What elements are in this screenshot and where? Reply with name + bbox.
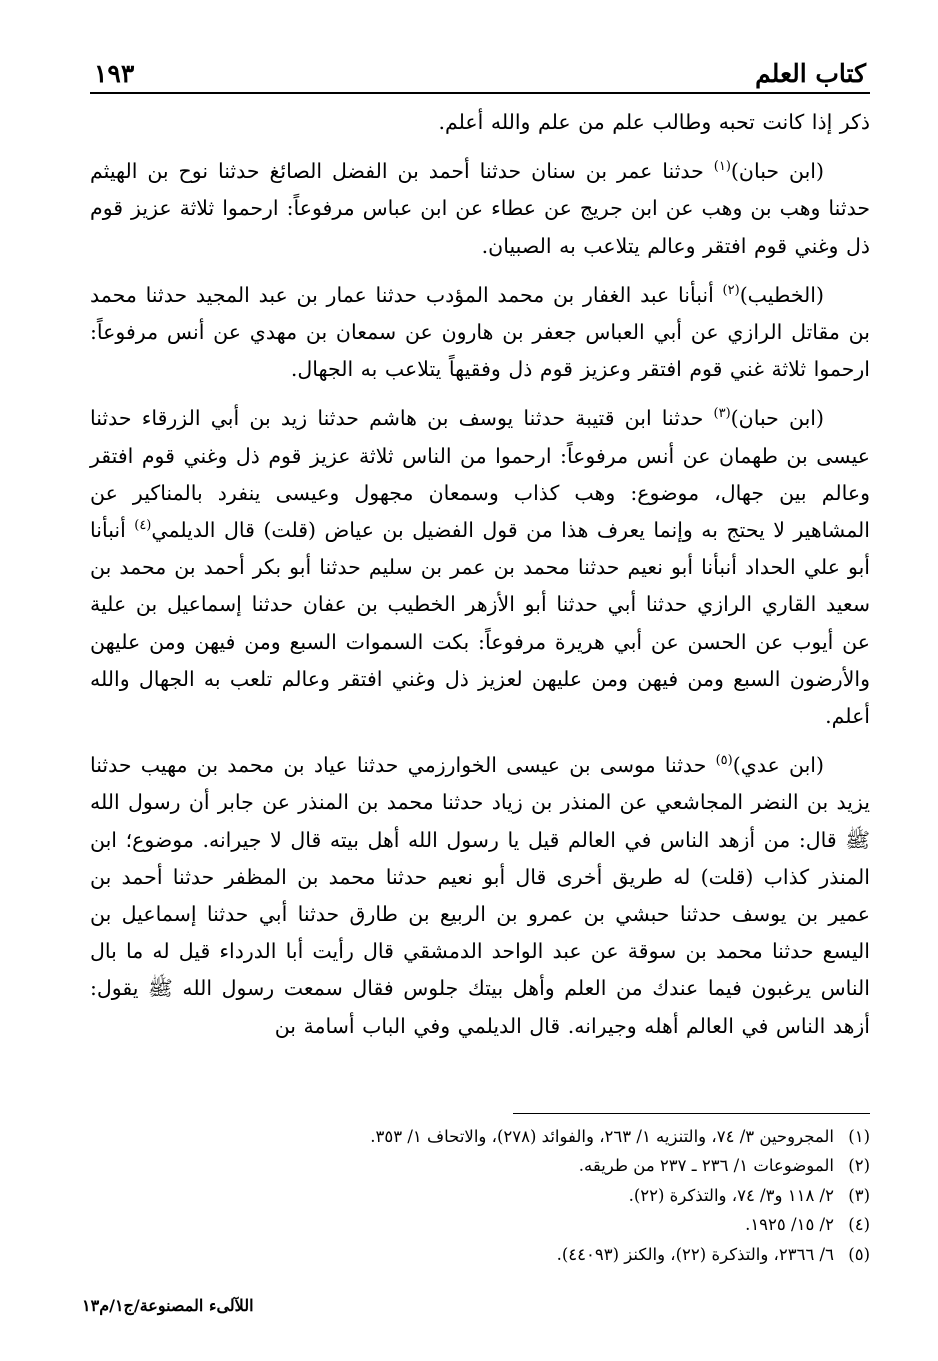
- footnote-text: ٢/ ١١٨ و٣/ ٧٤، والتذكرة (٢٢).: [628, 1185, 834, 1205]
- footnote-ref[interactable]: (٥): [715, 753, 733, 769]
- source-label: (الخطيب): [739, 282, 824, 307]
- main-text: [90, 104, 870, 1045]
- footnote-ref[interactable]: (٤): [134, 518, 152, 534]
- paragraph: [90, 153, 870, 265]
- footnote-ref[interactable]: (٣): [713, 406, 731, 422]
- footnote-number: (٤): [848, 1215, 870, 1235]
- source-label: (ابن عدي): [732, 753, 824, 778]
- footnote-number: (٥): [848, 1244, 870, 1264]
- paragraph-text: حدثنا ابن قتيبة حدثنا يوسف بن هاشم حدثنا زيد بن أبي الزرقاء حدثنا عيسى بن طهمان عن أنس مرفوعاً: ارحموا من الناس ثلاثة عزيز قوم ذل وغني قوم افتقر وعالم بين جهال، موضوع: وهب كذاب وسمعان مجهول وعيسى ينفرد بالمناكير عن المشاهير لا يحتج به وإنما يعرف هذا من قول الفضيل بن عياض (قلت) قال الديلمي: [90, 406, 870, 543]
- footnote: [110, 1210, 870, 1239]
- source-label: (ابن حبان): [730, 406, 824, 431]
- paragraph: [90, 104, 870, 141]
- footnote: [110, 1151, 870, 1180]
- page-number: ١٩٣: [94, 59, 135, 88]
- footnote-text: ٦/ ٢٣٦٦، والتذكرة (٢٢)، والكنز (٤٤٠٩٣).: [556, 1244, 834, 1264]
- paragraph-text: حدثنا عمر بن سنان حدثنا أحمد بن الفضل الصائغ حدثنا نوح بن الهيثم حدثنا وهب بن وهب عن ابن جريج عن عطاء عن ابن عباس مرفوعاً: ارحموا ثلاثة عزيز قوم ذل وغني قوم افتقر وعالم يتلاعب به الصبيان.: [90, 159, 870, 258]
- paragraph-text: أنبأنا أبو علي الحداد أنبأنا أبو نعيم حدثنا محمد بن عمر بن سليم حدثنا أبو بكر أحمد بن محمد بن سعيد القاري الرازي حدثنا أبي حدثنا أبو الأزهر الخطيب بن عفان حدثنا إسماعيل بن علية عن أيوب عن الحسن عن أبي هريرة مرفوعاً: بكت السموات السبع ومن فيهن ومن عليهن والأرضون السبع ومن فيهن ومن عليهن لعزيز ذل وغني افتقر وعالم تلعب به الجهال والله أعلم.: [90, 518, 870, 729]
- paragraph: [90, 747, 870, 1045]
- footnote-text: ٢/ ١٥/ ١٩٢٥.: [745, 1215, 834, 1235]
- footnote-ref[interactable]: (١): [713, 159, 731, 175]
- paragraph-text: ذكر إذا كانت تحبه وطالب علم من علم والله أعلم.: [438, 110, 870, 134]
- footnote-text: المجروحين ٣/ ٧٤، والتنزيه ١/ ٢٦٣، والفوائد (٢٧٨)، والاتحاف ١/ ٣٥٣.: [370, 1127, 834, 1146]
- printer-signature: اللآلىء المصنوعة/ج١/م١٣: [82, 1296, 254, 1315]
- footnote-ref[interactable]: (٢): [722, 282, 740, 298]
- footnotes: [110, 1122, 870, 1269]
- paragraph: [90, 400, 870, 735]
- footnote-divider: [513, 1113, 870, 1114]
- footnote-number: (٢): [848, 1156, 870, 1176]
- footnote: [110, 1122, 870, 1151]
- paragraph-text: حدثنا موسى بن عيسى الخوارزمي حدثنا عياد بن محمد بن مهيب حدثنا يزيد بن النضر المجاشعي عن المنذر بن زياد حدثنا محمد بن المنذر عن جابر أن رسول الله ﷺ قال: من أزهد الناس في العالم قيل يا رسول الله أهل بيته قال لا جيرانه. موضوع؛ ابن المنذر كذاب (قلت) له طريق أخرى قال أبو نعيم حدثنا محمد بن المظفر حدثنا أحمد بن عمير بن يوسف حدثنا حبشي بن عمرو بن الربيع بن طارق حدثنا أبي حدثنا إسماعيل بن اليسع حدثنا محمد بن سوقة عن عبد الواحد الدمشقي قال رأيت أبا الدرداء قيل له ما بال الناس يرغبون فيما عندك من العلم وأهل بيتك جلوس فقال سمعت رسول الله ﷺ يقول: أزهد الناس في العالم أهله وجيرانه. قال الديلمي وفي الباب أسامة بن: [90, 753, 870, 1038]
- source-label: (ابن حبان): [730, 159, 824, 184]
- paragraph-text: أنبأنا عبد الغفار بن محمد المؤدب حدثنا عمار بن عبد المجيد حدثنا محمد بن مقاتل الرازي عن أبي العباس جعفر بن هارون عن سمعان بن مهدي عن أنس مرفوعاً: ارحموا ثلاثة غني قوم افتقر وعزيز قوم ذل وفقيهاً يتلاعب به الجهال.: [90, 282, 870, 382]
- running-header: [90, 52, 870, 94]
- footnote: [110, 1181, 870, 1210]
- footnote-number: (٣): [848, 1185, 870, 1205]
- footnote: [110, 1240, 870, 1269]
- footnote-text: الموضوعات ١/ ٢٣٦ ـ ٢٣٧ من طريقه.: [578, 1156, 834, 1176]
- chapter-title: كتاب العلم: [755, 59, 866, 88]
- page: [90, 52, 870, 1057]
- footnote-number: (١): [848, 1127, 870, 1146]
- paragraph: [90, 277, 870, 389]
